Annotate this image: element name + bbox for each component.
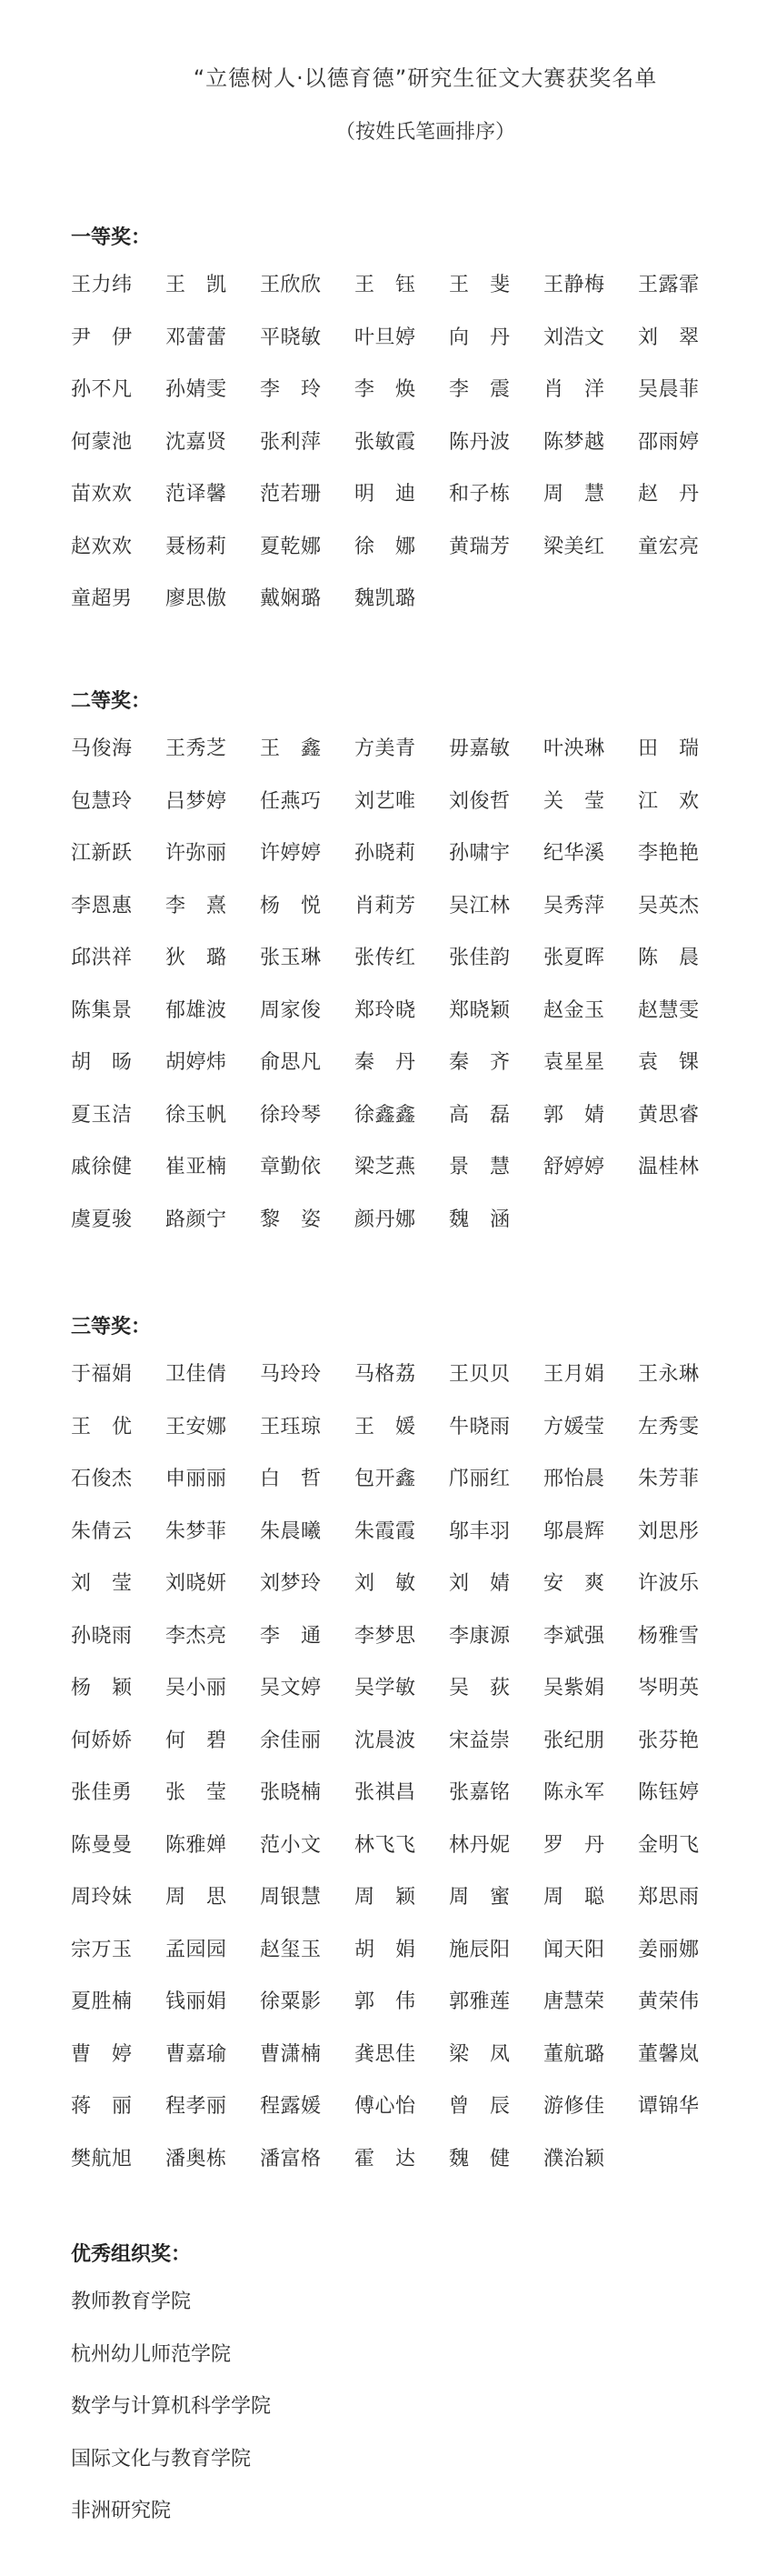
winner-name: 张夏晖 (543, 947, 605, 969)
winner-name: 王秀芝 (165, 737, 227, 760)
winner-name: 宗万玉 (71, 1938, 133, 1961)
winner-name: 陈雅婵 (165, 1833, 227, 1857)
winner-name: 杨雅雪 (638, 1624, 700, 1648)
third-prize-name-list (71, 1360, 707, 2197)
winner-name: 董航璐 (543, 2042, 605, 2066)
winner-name: 聂杨莉 (165, 535, 227, 558)
winner-name: 吴小丽 (165, 1677, 227, 1699)
winner-name: 温桂林 (638, 1156, 700, 1178)
second-prize-name-list (71, 735, 707, 1258)
winner-name: 林丹妮 (449, 1833, 511, 1857)
winner-name: 吴 荻 (449, 1677, 511, 1699)
winner-name: 白 哲 (260, 1468, 322, 1490)
winner-name: 许婷婷 (260, 842, 322, 865)
winner-name: 游修佳 (543, 2095, 605, 2118)
winner-name: 谭锦华 (638, 2095, 700, 2118)
winner-name: 王露霏 (638, 274, 700, 296)
winner-name: 陈梦越 (543, 430, 605, 454)
winner-name: 周家俊 (260, 998, 322, 1022)
winner-name: 袁星星 (543, 1051, 605, 1074)
winner-name: 胡婷炜 (165, 1051, 227, 1074)
winner-name: 吕梦婷 (165, 789, 227, 813)
winner-name: 陈曼曼 (71, 1833, 133, 1857)
winner-name: 李 熹 (165, 894, 227, 917)
winner-name: 黄瑞芳 (449, 535, 511, 558)
winner-name: 刘 莹 (71, 1572, 133, 1595)
winner-name: 童宏亮 (638, 535, 700, 558)
winner-name: 叶旦婷 (354, 326, 416, 349)
winner-name: 潘富格 (260, 2147, 322, 2170)
winner-name: 曾 辰 (449, 2095, 511, 2118)
winner-name: 王珏琼 (260, 1415, 322, 1438)
winner-name: 杨 悦 (260, 894, 322, 917)
winner-name: 范小文 (260, 1833, 322, 1857)
winner-name: 刘俊哲 (449, 789, 511, 813)
winner-name: 夏乾娜 (260, 535, 322, 558)
organization-name: 国际文化与教育学院 (71, 2447, 252, 2471)
winner-name: 杨 颖 (71, 1677, 133, 1699)
winner-name: 孙晓雨 (71, 1624, 133, 1648)
winner-name: 吴英杰 (638, 894, 700, 917)
winner-name: 钱丽娟 (165, 1990, 227, 2013)
winner-name: 王 鑫 (260, 737, 322, 760)
winner-name: 舒婷婷 (543, 1156, 605, 1178)
winner-name: 平晓敏 (260, 326, 322, 349)
winner-name: 路颜宁 (165, 1208, 227, 1231)
winner-name: 秦 齐 (449, 1051, 511, 1074)
winner-name: 王 凯 (165, 274, 227, 296)
winner-name: 吴紫娟 (543, 1677, 605, 1699)
winner-name: 董馨岚 (638, 2042, 700, 2066)
winner-name: 王 钰 (354, 274, 416, 296)
winner-name: 魏 涵 (449, 1208, 511, 1231)
page-subtitle: （按姓氏笔画排序） (334, 121, 515, 144)
winner-name: 张敏霞 (354, 430, 416, 454)
winner-name: 黄荣伟 (638, 1990, 700, 2013)
winner-name: 夏胜楠 (71, 1990, 133, 2013)
winner-name: 赵 丹 (638, 483, 700, 506)
winner-name: 周玲妹 (71, 1886, 133, 1909)
winner-name: 俞思凡 (260, 1051, 322, 1074)
winner-name: 张嘉铭 (449, 1781, 511, 1804)
winner-name: 范若珊 (260, 483, 322, 506)
winner-name: 邵雨婷 (638, 430, 700, 454)
winner-name: 郑晓颖 (449, 998, 511, 1022)
organization-list (71, 2288, 707, 2550)
organization-name: 杭州幼儿师范学院 (71, 2342, 232, 2366)
winner-name: 王 斐 (449, 274, 511, 296)
winner-name: 胡 娟 (354, 1938, 416, 1961)
winner-name: 赵慧雯 (638, 998, 700, 1022)
first-prize-heading: 一等奖： (71, 226, 152, 249)
winner-name: 李 震 (449, 378, 511, 401)
winner-name: 郭雅莲 (449, 1990, 511, 2013)
organization-name: 非洲研究院 (71, 2500, 172, 2522)
winner-name: 李 通 (260, 1624, 322, 1648)
winner-name: 戚徐健 (71, 1156, 133, 1178)
winner-name: 郑玲晓 (354, 998, 416, 1022)
winner-name: 陈 晨 (638, 947, 700, 969)
winner-name: 吴晨菲 (638, 378, 700, 401)
winner-name: 余佳丽 (260, 1729, 322, 1752)
winner-name: 孙婧雯 (165, 378, 227, 401)
winner-name: 王静梅 (543, 274, 605, 296)
winner-name: 霍 达 (354, 2147, 416, 2170)
winner-name: 王 媛 (354, 1415, 416, 1438)
winner-name: 童超男 (71, 587, 133, 610)
winner-name: 何 碧 (165, 1729, 227, 1752)
winner-name: 虞夏骏 (71, 1208, 133, 1231)
winner-name: 王 优 (71, 1415, 133, 1438)
winner-name: 刘艺唯 (354, 789, 416, 813)
winner-name: 李梦思 (354, 1624, 416, 1648)
winner-name: 沈晨波 (354, 1729, 416, 1752)
winner-name: 徐玉帆 (165, 1103, 227, 1127)
winner-name: 樊航旭 (71, 2147, 133, 2170)
winner-name: 张利萍 (260, 430, 322, 454)
winner-name: 徐玲琴 (260, 1103, 322, 1127)
winner-name: 曹 婷 (71, 2042, 133, 2066)
winner-name: 王欣欣 (260, 274, 322, 296)
winner-name: 梁芝燕 (354, 1156, 416, 1178)
winner-name: 程露媛 (260, 2095, 322, 2118)
page-title: “立德树人·以德育德”研究生征文大赛获奖名单 (193, 65, 658, 91)
winner-name: 周 思 (165, 1886, 227, 1909)
winner-name: 朱梦菲 (165, 1519, 227, 1543)
winner-name: 江 欢 (638, 789, 700, 813)
winner-name: 廖思傲 (165, 587, 227, 610)
winner-name: 黎 姿 (260, 1208, 322, 1231)
winner-name: 于福娟 (71, 1363, 133, 1386)
winner-name: 崔亚楠 (165, 1156, 227, 1178)
winner-name: 周 聪 (543, 1886, 605, 1909)
winner-name: 姜丽娜 (638, 1938, 700, 1961)
winner-name: 王永琳 (638, 1363, 700, 1386)
winner-name: 朱芳菲 (638, 1468, 700, 1490)
winner-name: 卫佳倩 (165, 1363, 227, 1386)
winner-name: 张芬艳 (638, 1729, 700, 1752)
winner-name: 郭 婧 (543, 1103, 605, 1127)
winner-name: 王月娟 (543, 1363, 605, 1386)
winner-name: 龚思佳 (354, 2042, 416, 2066)
winner-name: 程孝丽 (165, 2095, 227, 2118)
winner-name: 刘思彤 (638, 1519, 700, 1543)
winner-name: 徐 娜 (354, 535, 416, 558)
winner-name: 袁 锞 (638, 1051, 700, 1074)
winner-name: 景 慧 (449, 1156, 511, 1178)
winner-name: 李杰亮 (165, 1624, 227, 1648)
winner-name: 王力纬 (71, 274, 133, 296)
winner-name: 张晓楠 (260, 1781, 322, 1804)
winner-name: 江新跃 (71, 842, 133, 865)
winner-name: 马玲玲 (260, 1363, 322, 1386)
winner-name: 邢怡晨 (543, 1468, 605, 1490)
winner-name: 何蒙池 (71, 430, 133, 454)
winner-name: 高 磊 (449, 1103, 511, 1127)
winner-name: 李恩惠 (71, 894, 133, 917)
winner-name: 罗 丹 (543, 1833, 605, 1857)
winner-name: 周 蜜 (449, 1886, 511, 1909)
winner-name: 朱霞霞 (354, 1519, 416, 1543)
winner-name: 曹潇楠 (260, 2042, 322, 2066)
winner-name: 张玉琳 (260, 947, 322, 969)
winner-name: 张祺昌 (354, 1781, 416, 1804)
winner-name: 田 瑞 (638, 737, 700, 760)
winner-name: 金明飞 (638, 1833, 700, 1857)
winner-name: 章勤依 (260, 1156, 322, 1178)
winner-name: 周 颖 (354, 1886, 416, 1909)
winner-name: 吴秀萍 (543, 894, 605, 917)
winner-name: 孟园园 (165, 1938, 227, 1961)
winner-name: 申丽丽 (165, 1468, 227, 1490)
winner-name: 孙晓莉 (354, 842, 416, 865)
winner-name: 魏 健 (449, 2147, 511, 2170)
winner-name: 赵欢欢 (71, 535, 133, 558)
winner-name: 安 爽 (543, 1572, 605, 1595)
winner-name: 张传红 (354, 947, 416, 969)
winner-name: 郭 伟 (354, 1990, 416, 2013)
winner-name: 黄思睿 (638, 1103, 700, 1127)
winner-name: 梁 凤 (449, 2042, 511, 2066)
winner-name: 石俊杰 (71, 1468, 133, 1490)
winner-name: 郑思雨 (638, 1886, 700, 1909)
winner-name: 邓蕾蕾 (165, 326, 227, 349)
winner-name: 孙啸宇 (449, 842, 511, 865)
winner-name: 秦 丹 (354, 1051, 416, 1074)
winner-name: 朱倩云 (71, 1519, 133, 1543)
winner-name: 邬丰羽 (449, 1519, 511, 1543)
winner-name: 刘 婧 (449, 1572, 511, 1595)
winner-name: 沈嘉贤 (165, 430, 227, 454)
winner-name: 张纪朋 (543, 1729, 605, 1752)
winner-name: 许弥丽 (165, 842, 227, 865)
winner-name: 陈钰婷 (638, 1781, 700, 1804)
winner-name: 刘 翠 (638, 326, 700, 349)
winner-name: 濮治颖 (543, 2147, 605, 2170)
winner-name: 梁美红 (543, 535, 605, 558)
winner-name: 方美青 (354, 737, 416, 760)
winner-name: 岑明英 (638, 1677, 700, 1699)
winner-name: 马格荔 (354, 1363, 416, 1386)
winner-name: 闻天阳 (543, 1938, 605, 1961)
winner-name: 刘浩文 (543, 326, 605, 349)
first-prize-section (71, 224, 707, 637)
winner-name: 牛晓雨 (449, 1415, 511, 1438)
winner-name: 夏玉洁 (71, 1103, 133, 1127)
winner-name: 毋嘉敏 (449, 737, 511, 760)
second-prize-heading: 二等奖： (71, 690, 152, 713)
third-prize-heading: 三等奖： (71, 1316, 152, 1338)
winner-name: 胡 旸 (71, 1051, 133, 1074)
winner-name: 徐粟影 (260, 1990, 322, 2013)
winner-name: 林飞飞 (354, 1833, 416, 1857)
winner-name: 明 迪 (354, 483, 416, 506)
winner-name: 张佳韵 (449, 947, 511, 969)
winner-name: 纪华溪 (543, 842, 605, 865)
winner-name: 马俊海 (71, 737, 133, 760)
winner-name: 颜丹娜 (354, 1208, 416, 1231)
winner-name: 王贝贝 (449, 1363, 511, 1386)
winner-name: 刘梦玲 (260, 1572, 322, 1595)
winner-name: 包开鑫 (354, 1468, 416, 1490)
winner-name: 曹嘉瑜 (165, 2042, 227, 2066)
winner-name: 关 莹 (543, 789, 605, 813)
winner-name: 周 慧 (543, 483, 605, 506)
winner-name: 任燕巧 (260, 789, 322, 813)
winner-name: 叶泱琳 (543, 737, 605, 760)
winner-name: 苗欢欢 (71, 483, 133, 506)
winner-name: 包慧玲 (71, 789, 133, 813)
winner-name: 吴学敏 (354, 1677, 416, 1699)
winner-name: 许波乐 (638, 1572, 700, 1595)
winner-name: 向 丹 (449, 326, 511, 349)
winner-name: 施辰阳 (449, 1938, 511, 1961)
winner-name: 刘晓妍 (165, 1572, 227, 1595)
winner-name: 朱晨曦 (260, 1519, 322, 1543)
winner-name: 郁雄波 (165, 998, 227, 1022)
winner-name: 刘 敏 (354, 1572, 416, 1595)
winner-name: 狄 璐 (165, 947, 227, 969)
winner-name: 和子栋 (449, 483, 511, 506)
winner-name: 左秀雯 (638, 1415, 700, 1438)
winner-name: 陈集景 (71, 998, 133, 1022)
winner-name: 肖莉芳 (354, 894, 416, 917)
winner-name: 张 莹 (165, 1781, 227, 1804)
first-prize-name-list (71, 271, 707, 637)
winner-name: 李 玲 (260, 378, 322, 401)
winner-name: 赵金玉 (543, 998, 605, 1022)
organization-prize-section (71, 2240, 707, 2550)
winner-name: 吴文婷 (260, 1677, 322, 1699)
winner-name: 唐慧荣 (543, 1990, 605, 2013)
winner-name: 邝丽红 (449, 1468, 511, 1490)
winner-name: 魏凯璐 (354, 587, 416, 610)
winner-name: 李艳艳 (638, 842, 700, 865)
organization-name: 教师教育学院 (71, 2290, 192, 2313)
winner-name: 徐鑫鑫 (354, 1103, 416, 1127)
winner-name: 何娇娇 (71, 1729, 133, 1752)
winner-name: 方媛莹 (543, 1415, 605, 1438)
winner-name: 李斌强 (543, 1624, 605, 1648)
winner-name: 李 焕 (354, 378, 416, 401)
organization-name: 数学与计算机科学学院 (71, 2395, 272, 2418)
winner-name: 李康源 (449, 1624, 511, 1648)
winner-name: 邬晨辉 (543, 1519, 605, 1543)
winner-name: 陈丹波 (449, 430, 511, 454)
winner-name: 肖 洋 (543, 378, 605, 401)
winner-name: 蒋 丽 (71, 2095, 133, 2118)
winner-name: 邱洪祥 (71, 947, 133, 969)
organization-prize-heading: 优秀组织奖： (71, 2243, 192, 2266)
winner-name: 尹 伊 (71, 326, 133, 349)
winner-name: 赵玺玉 (260, 1938, 322, 1961)
winner-name: 张佳勇 (71, 1781, 133, 1804)
winner-name: 周银慧 (260, 1886, 322, 1909)
winner-name: 戴娴璐 (260, 587, 322, 610)
third-prize-section (71, 1313, 707, 2197)
winner-name: 吴江林 (449, 894, 511, 917)
winner-name: 傅心怡 (354, 2095, 416, 2118)
second-prize-section (71, 687, 707, 1258)
winner-name: 潘奥栋 (165, 2147, 227, 2170)
winner-name: 宋益崇 (449, 1729, 511, 1752)
winner-name: 陈永军 (543, 1781, 605, 1804)
winner-name: 范译馨 (165, 483, 227, 506)
winner-name: 王安娜 (165, 1415, 227, 1438)
winner-name: 孙不凡 (71, 378, 133, 401)
